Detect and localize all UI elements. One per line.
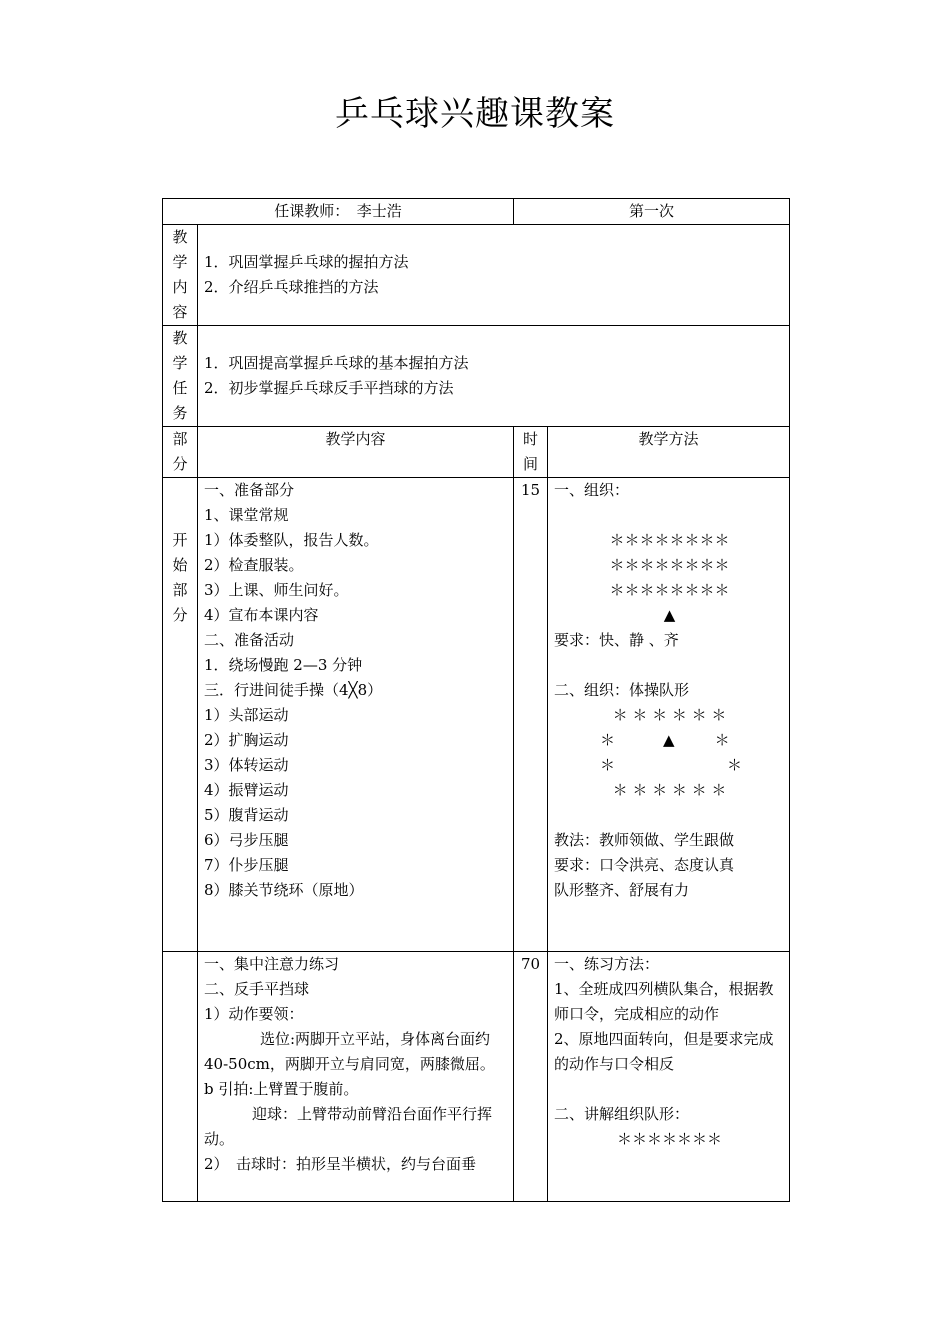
star-row: ＊＊＊＊＊＊＊＊ [609, 531, 730, 549]
col-time: 时 间 [514, 427, 548, 478]
star-row: ＊＊＊＊＊＊＊＊ [609, 556, 730, 574]
col-content: 教学内容 [198, 427, 514, 478]
formation-side-row [554, 753, 785, 778]
formation-star: ＊ [600, 756, 616, 774]
list-item: 1）动作要领： [204, 1005, 304, 1023]
formation-star: ＊ [600, 731, 616, 749]
list-item: b 引拍:上臂置于腹前。 [204, 1080, 359, 1098]
session-cell: 第一次 [514, 199, 790, 225]
header-row [163, 199, 790, 225]
formation-side-row [554, 728, 785, 753]
teacher-mark-icon: ▲ [663, 606, 676, 624]
task-label: 教 学 任 务 [163, 326, 198, 427]
teaching-method: 教法：教师领做、学生跟做 [554, 831, 735, 849]
content-row [163, 225, 790, 326]
task-items [198, 326, 790, 427]
list-item: 1．巩固掌握乒乓球的握拍方法 [204, 253, 409, 271]
col-method: 教学方法 [548, 427, 790, 478]
requirement: 要求：口令洪亮、态度认真 [554, 856, 735, 874]
list-item: 5）腹背运动 [204, 806, 289, 824]
basic-method [548, 952, 790, 1202]
column-header-row [163, 427, 790, 478]
list-item: 7）仆步压腿 [204, 856, 289, 874]
list-item: 4）振臂运动 [204, 781, 289, 799]
org-title: 一、组织： [554, 481, 630, 499]
opening-row [163, 478, 790, 952]
list-item: 2．初步掌握乒乓球反手平挡球的方法 [204, 379, 454, 397]
list-item: 2）扩胸运动 [204, 731, 289, 749]
list-item: 三．行进间徒手操（4╳8） [204, 681, 383, 699]
org2-title: 二、组织：体操队形 [554, 681, 690, 699]
list-item: 2．介绍乒乓球推挡的方法 [204, 278, 379, 296]
basic-row [163, 952, 790, 1202]
list-item: 1）头部运动 [204, 706, 289, 724]
task-row [163, 326, 790, 427]
list-item: 4）宣布本课内容 [204, 606, 319, 624]
list-item: 3）上课、师生问好。 [204, 581, 349, 599]
formation-star: ＊ [714, 731, 730, 749]
opening-content [198, 478, 514, 952]
list-item: 1．绕场慢跑 2—3 分钟 [204, 656, 363, 674]
list-item: 1．巩固提高掌握乒乓球的基本握拍方法 [204, 354, 469, 372]
teacher-cell: 任课教师： 李士浩 [163, 199, 514, 225]
list-item: 一、集中注意力练习 [204, 955, 340, 973]
requirement: 要求：快、静 、齐 [554, 631, 679, 649]
list-item: 迎球：上臂带动前臂沿台面作平行挥动。 [204, 1105, 493, 1148]
list-item: 1、全班成四列横队集合，根据教师口令，完成相应的动作 [554, 980, 774, 1023]
document-title: 乒乓球兴趣课教案 [335, 94, 615, 134]
requirement: 队形整齐、舒展有力 [554, 881, 690, 899]
lesson-plan-table [162, 198, 790, 1202]
col-part: 部 分 [163, 427, 198, 478]
list-item: 2、原地四面转向，但是要求完成的动作与口令相反 [554, 1030, 774, 1073]
star-row: ＊＊＊＊＊＊＊＊ [609, 581, 730, 599]
list-item: 2） 击球时：拍形呈半横状，约与台面垂 [204, 1155, 477, 1173]
formation-row: ＊ ＊ ＊ ＊ ＊ ＊ [612, 706, 727, 724]
basic-time: 70 [514, 952, 548, 1202]
formation-star: ＊ [727, 756, 743, 774]
list-item: 一、准备部分 [204, 481, 295, 499]
content-label: 教 学 内 容 [163, 225, 198, 326]
list-item: 3）体转运动 [204, 756, 289, 774]
formation-row: ＊ ＊ ＊ ＊ ＊ ＊ [612, 781, 727, 799]
list-item: 8）膝关节绕环（原地） [204, 881, 364, 899]
basic-label [163, 952, 198, 1202]
list-item: 二、准备活动 [204, 631, 295, 649]
basic-content [198, 952, 514, 1202]
star-row: ＊＊＊＊＊＊＊ [617, 1130, 723, 1148]
opening-time: 15 [514, 478, 548, 952]
list-item: 二、讲解组织队形： [554, 1105, 690, 1123]
list-item: 6）弓步压腿 [204, 831, 289, 849]
opening-method [548, 478, 790, 952]
list-item: 一、练习方法： [554, 955, 660, 973]
teacher-mark-icon: ▲ [663, 731, 675, 749]
list-item: 1、课堂常规 [204, 506, 289, 524]
list-item: 选位:两脚开立平站，身体离台面约 40-50cm，两脚开立与肩同宽，两膝微屈。 [204, 1030, 495, 1073]
list-item: 2）检查服装。 [204, 556, 304, 574]
list-item: 二、反手平挡球 [204, 980, 310, 998]
list-item: 1）体委整队，报告人数。 [204, 531, 379, 549]
opening-label: 开 始 部 分 [163, 478, 198, 952]
content-items [198, 225, 790, 326]
